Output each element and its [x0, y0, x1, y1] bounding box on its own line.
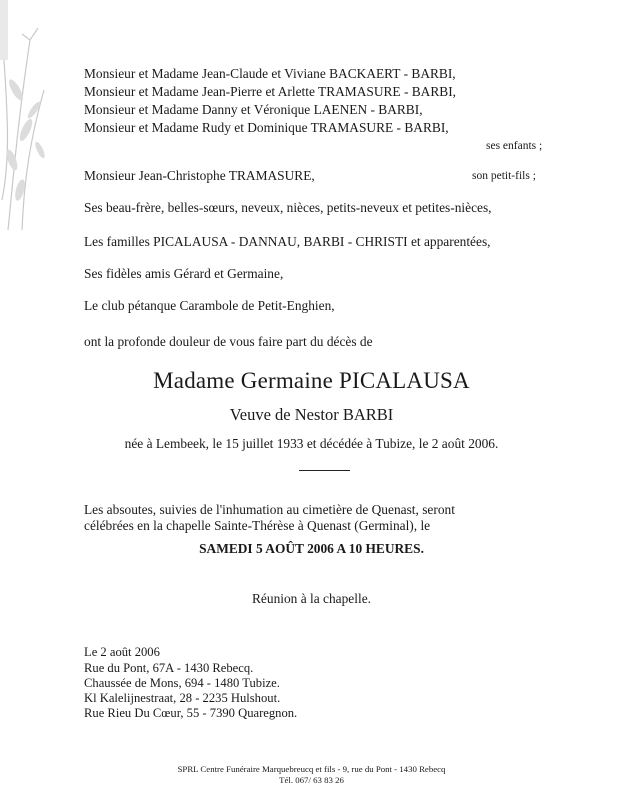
widow-of: Veuve de Nestor BARBI [229, 405, 394, 424]
address-3: Kl Kalelijnestraat, 28 - 2235 Hulshout. [84, 691, 281, 705]
address-2: Chaussée de Mons, 694 - 1480 Tubize. [84, 676, 280, 690]
relatives-line: Ses beau-frère, belles-sœurs, neveux, nièces, petits-neveux et petites-nièces, [84, 200, 492, 215]
reunion-line: Réunion à la chapelle. [252, 591, 371, 606]
address-1: Rue du Pont, 67A - 1430 Rebecq. [84, 661, 254, 675]
child-couple-3: Monsieur et Madame Danny et Véronique LAENEN - BARBI, [84, 102, 423, 117]
ceremony-line-1: Les absoutes, suivies de l'inhumation au cimetière de Quenast, seront [84, 502, 455, 517]
footer-phone: Tél. 067/ 63 83 26 [279, 775, 344, 785]
birth-death-line: née à Lembeek, le 15 juillet 1933 et décédée à Tubize, le 2 août 2006. [124, 436, 499, 451]
letter-date: Le 2 août 2006 [84, 645, 160, 659]
separator-rule [299, 470, 350, 471]
child-couple-4: Monsieur et Madame Rudy et Dominique TRAMASURE - BARBI, [84, 120, 449, 135]
address-4: Rue Rieu Du Cœur, 55 - 7390 Quaregnon. [84, 706, 298, 720]
grandson-suffix: son petit-fils ; [472, 170, 536, 182]
friends-line: Ses fidèles amis Gérard et Germaine, [84, 266, 284, 281]
families-line: Les familles PICALAUSA - DANNAU, BARBI - CHRISTI et apparentées, [84, 234, 491, 249]
club-line: Le club pétanque Carambole de Petit-Enghien, [84, 298, 335, 313]
ceremony-line-2: célébrées en la chapelle Sainte-Thérèse à Quenast (Germinal), le [84, 518, 431, 533]
grass-branch-icon [0, 0, 60, 230]
grandson-line: Monsieur Jean-Christophe TRAMASURE, [84, 168, 315, 183]
deceased-name: Madame Germaine PICALAUSA [153, 368, 470, 393]
announce-line: ont la profonde douleur de vous faire part du décès de [84, 334, 373, 349]
child-couple-1: Monsieur et Madame Jean-Claude et Viviane BACKAERT - BARBI, [84, 66, 456, 81]
children-suffix: ses enfants ; [486, 140, 543, 152]
child-couple-2: Monsieur et Madame Jean-Pierre et Arlette TRAMASURE - BARBI, [84, 84, 457, 99]
footer-company: SPRL Centre Funéraire Marquebreucq et fils - 9, rue du Pont - 1430 Rebecq [177, 764, 446, 774]
ceremony-date: SAMEDI 5 AOÛT 2006 A 10 HEURES. [199, 541, 424, 556]
